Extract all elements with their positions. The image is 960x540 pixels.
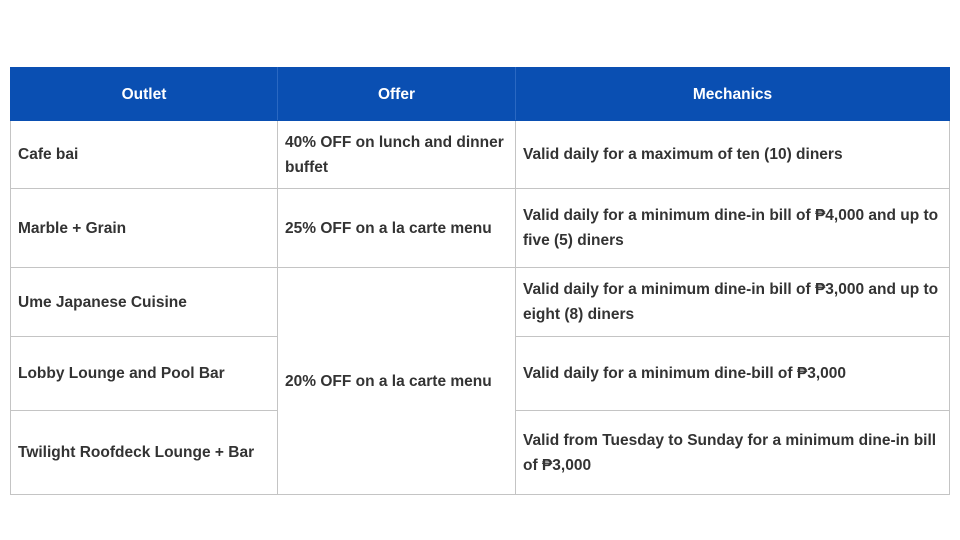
header-outlet: Outlet [11,68,278,121]
table-row [11,121,950,189]
outlet-cell: Twilight Roofdeck Lounge + Bar [11,411,278,495]
offer-cell-merged: 20% OFF on a la carte menu [278,268,516,495]
outlet-cell: Cafe bai [11,121,278,189]
offer-cell: 40% OFF on lunch and dinner buffet [278,121,516,189]
offer-cell: 25% OFF on a la carte menu [278,189,516,268]
mechanics-cell: Valid daily for a minimum dine-in bill of ₱4,000 and up to five (5) diners [516,189,950,268]
table-row [11,189,950,268]
mechanics-cell: Valid daily for a minimum dine-in bill of ₱3,000 and up to eight (8) diners [516,268,950,337]
header-mechanics: Mechanics [516,68,950,121]
outlet-cell: Ume Japanese Cuisine [11,268,278,337]
table-header [11,68,950,121]
mechanics-cell: Valid daily for a minimum dine-bill of ₱3,000 [516,337,950,411]
mechanics-cell: Valid from Tuesday to Sunday for a minimum dine-in bill of ₱3,000 [516,411,950,495]
table-body [11,121,950,495]
promotions-table [10,67,950,495]
header-row [11,68,950,121]
table-row [11,268,950,337]
mechanics-cell: Valid daily for a maximum of ten (10) diners [516,121,950,189]
outlet-cell: Lobby Lounge and Pool Bar [11,337,278,411]
outlet-cell: Marble + Grain [11,189,278,268]
header-offer: Offer [278,68,516,121]
